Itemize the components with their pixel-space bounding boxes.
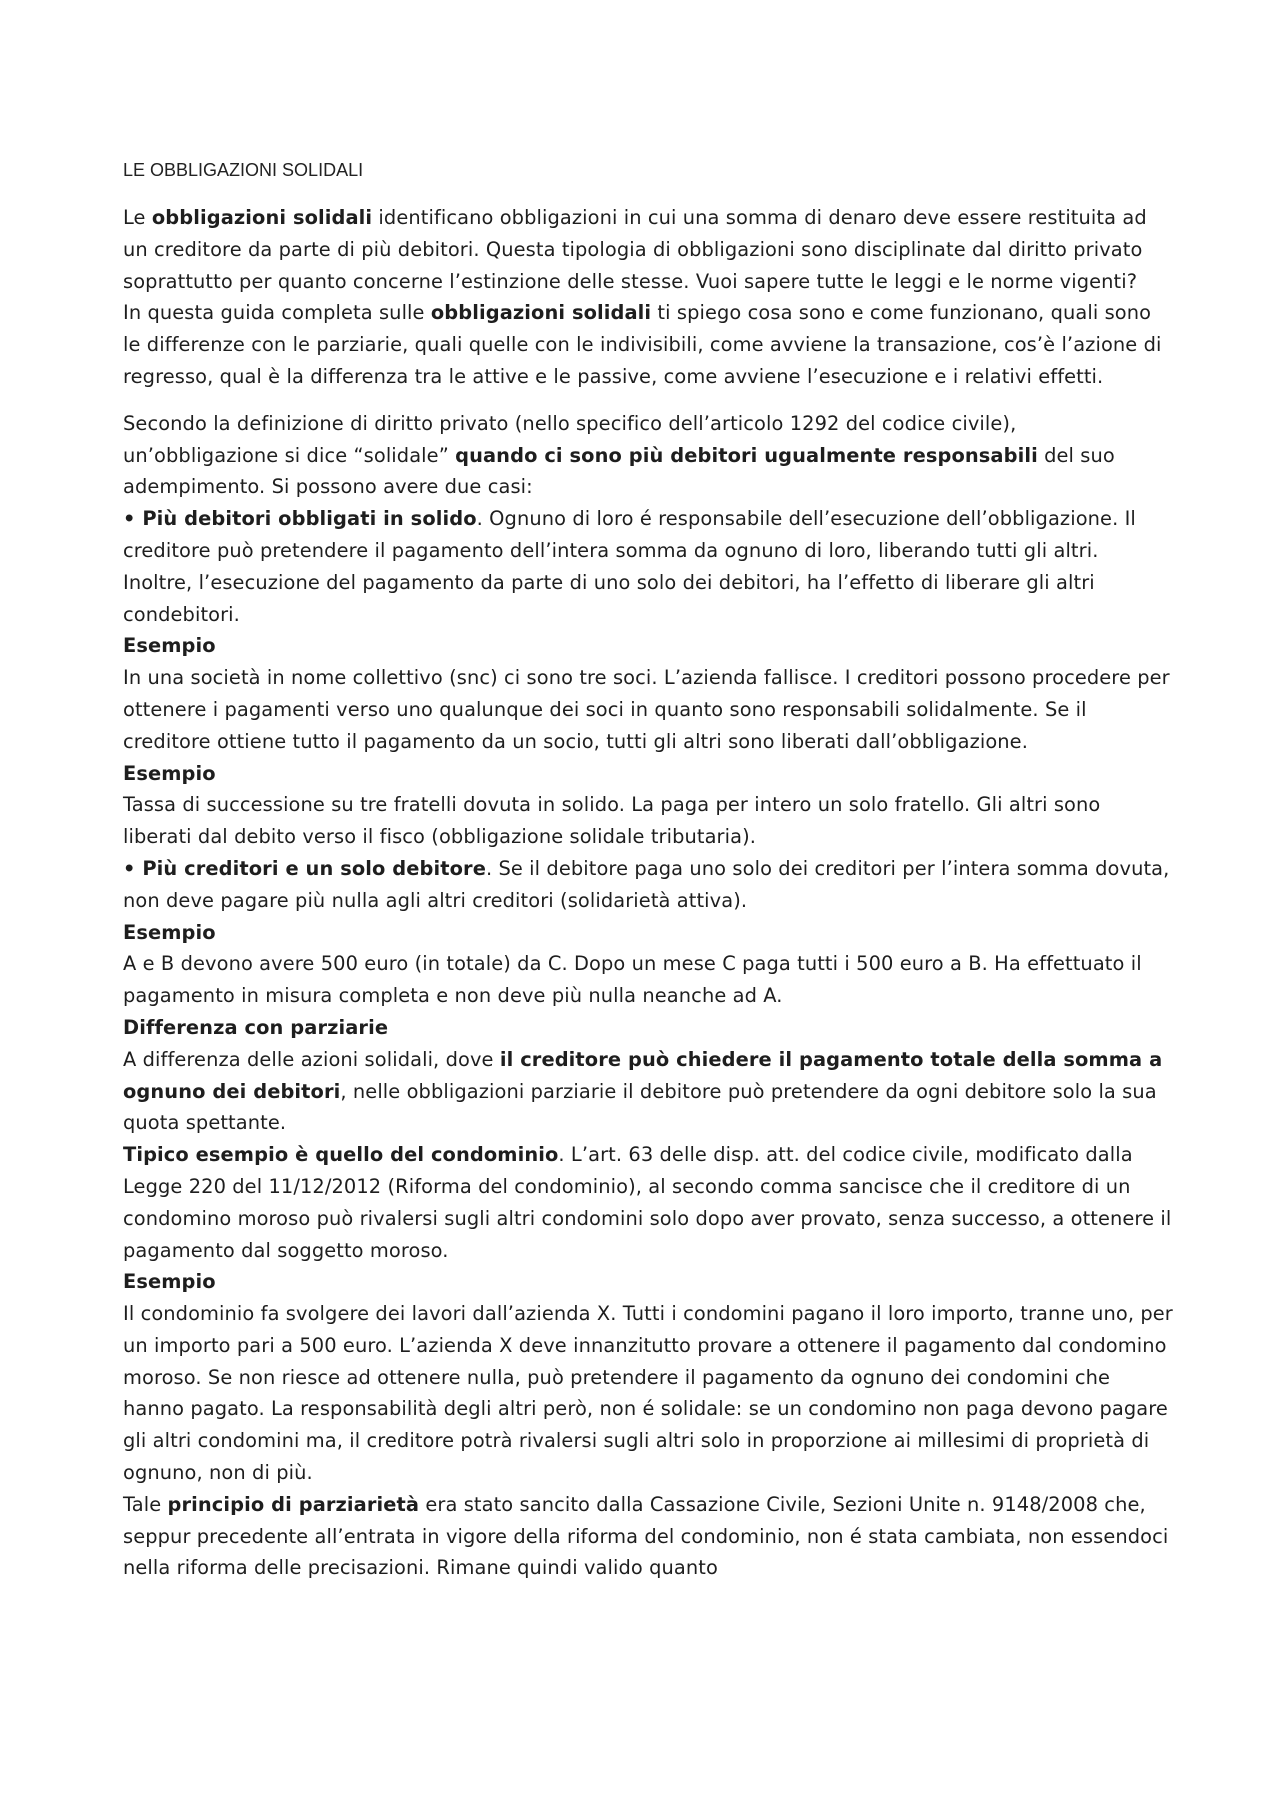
example-4-heading: Esempio	[123, 1270, 216, 1294]
case-1-text: . Ognuno di loro é responsabile dell’esecuzione dell’obbligazione. Il creditore può pretendere il pagamento dell’intera somma da ognuno di loro, liberando tutti gli altri. Inoltre, l’esecuzione del pagamento da parte di uno solo dei debitori, ha l’effetto di liberare gli altri condebitori.	[123, 507, 1136, 626]
definition-paragraph	[123, 408, 1173, 503]
example-2-text: Tassa di successione su tre fratelli dovuta in solido. La paga per intero un solo fratello. Gli altri sono liberati dal debito verso il fisco (obbligazione solidale tributaria).	[123, 793, 1101, 849]
principio-bold: principio di parziarietà	[167, 1492, 420, 1516]
guide-text-1: In questa guida completa sulle	[123, 301, 431, 325]
parziarie-paragraph	[123, 1044, 1173, 1139]
guide-text-2: ti spiego cosa sono e come funzionano, quali sono le differenze con le parziarie, quali quelle con le indivisibili, come avviene la transazione, cos’è l’azione di regresso, qual è la differenza tra le attive e le passive, come avviene l’esecuzione e i relativi effetti.	[123, 301, 1162, 388]
condominio-text: . L’art. 63 delle disp. att. del codice civile, modificato dalla Legge 220 del 11/12/2012 (Riforma del condominio), al secondo comma sancisce che il creditore di un condomino moroso può rivalersi sugli altri condomini solo dopo aver provato, senza successo, a ottenere il pagamento dal soggetto moroso.	[123, 1143, 1172, 1262]
parziarie-text-1: A differenza delle azioni solidali, dove	[123, 1047, 500, 1071]
example-1-heading: Esempio	[123, 634, 216, 658]
definition-text-2: del suo adempimento. Si possono avere due casi:	[123, 443, 1115, 499]
case-1-bold: • Più debitori obbligati in solido	[123, 507, 477, 531]
example-3-text: A e B devono avere 500 euro (in totale) da C. Dopo un mese C paga tutti i 500 euro a B. Ha effettuato il pagamento in misura completa e non deve più nulla neanche ad A.	[123, 952, 1142, 1008]
intro-paragraph	[123, 202, 1173, 297]
principio-text-1: Tale	[123, 1492, 168, 1516]
principio-text-2: era stato sancito dalla Cassazione Civile, Sezioni Unite n. 9148/2008 che, seppur precedente all’entrata in vigore della riforma del condominio, non é stata cambiata, non essendoci nella riforma delle precisazioni. Rimane quindi valido quanto	[123, 1492, 1169, 1580]
example-1-text: In una società in nome collettivo (snc) ci sono tre soci. L’azienda fallisce. I creditori possono procedere per ottenere i pagamenti verso uno qualunque dei soci in quanto sono responsabili solidalmente. Se il creditore ottiene tutto il pagamento da un socio, tutti gli altri sono liberati dall’obbligazione.	[123, 666, 1170, 753]
condominio-bold: Tipico esempio è quello del condominio	[123, 1143, 559, 1167]
parziarie-heading: Differenza con parziarie	[123, 1015, 389, 1039]
definition-text-1: Secondo la definizione di diritto privato (nello specifico dell’articolo 1292 del codice civile), un’obbligazione si dice “solidale”	[123, 411, 1017, 467]
parziarie-text-2: , nelle obbligazioni parziarie il debitore può pretendere da ogni debitore solo la sua quota spettante.	[123, 1079, 1157, 1135]
case-2-paragraph	[123, 853, 1173, 917]
document-title: LE OBBLIGAZIONI SOLIDALI	[123, 160, 364, 180]
intro-text-2: identificano obbligazioni in cui una somma di denaro deve essere restituita ad un creditore da parte di più debitori. Questa tipologia di obbligazioni sono disciplinate dal diritto privato soprattutto per quanto concerne l’estinzione delle stesse. Vuoi sapere tutte le leggi e le norme vigenti?	[123, 206, 1147, 293]
example-2-heading: Esempio	[123, 761, 216, 785]
example-3-heading: Esempio	[123, 920, 216, 944]
case-2-bold: • Più creditori e un solo debitore	[123, 856, 486, 880]
case-1-paragraph	[123, 503, 1173, 630]
definition-bold: quando ci sono più debitori ugualmente responsabili	[455, 443, 1038, 467]
guide-bold: obbligazioni solidali	[430, 301, 652, 325]
paragraph-gap	[123, 393, 1173, 408]
principio-paragraph	[123, 1489, 1173, 1584]
document-page	[123, 150, 1173, 1584]
parziarie-bold: il creditore può chiedere il pagamento totale della somma a ognuno dei debitori	[123, 1047, 1163, 1103]
intro-text-1: Le	[123, 206, 152, 229]
case-2-text: . Se il debitore paga uno solo dei creditori per l’intera somma dovuta, non deve pagare più nulla agli altri creditori (solidarietà attiva).	[123, 856, 1170, 912]
example-4-text: Il condominio fa svolgere dei lavori dall’azienda X. Tutti i condomini pagano il loro importo, tranne uno, per un importo pari a 500 euro. L’azienda X deve innanzitutto provare a ottenere il pagamento dal condomino moroso. Se non riesce ad ottenere nulla, può pretendere il pagamento da ognuno dei condomini che hanno pagato. La responsabilità degli altri però, non é solidale: se un condomino non paga devono pagare gli altri condomini ma, il creditore potrà rivalersi sugli altri solo in proporzione ai millesimi di proprietà di ognuno, non di più.	[123, 1302, 1173, 1485]
condominio-paragraph	[123, 1139, 1173, 1266]
guide-paragraph	[123, 297, 1173, 392]
intro-bold: obbligazioni solidali	[151, 206, 373, 229]
